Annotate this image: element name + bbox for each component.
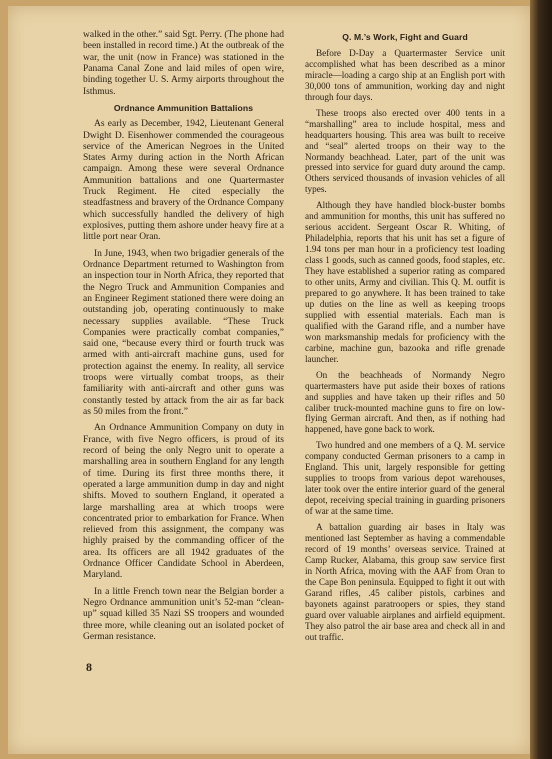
intro-paragraph: walked in the other.” said Sgt. Perry. (The phone had been installed in record time.) At the outbreak of the war, the unit (now in France) was stationed in the Panama Canal Zone and laid miles of open wire, binding together U. S. Army airports throughout the Isthmus.	[83, 30, 284, 97]
right-column	[305, 30, 505, 648]
paragraph: Although they have handled block-buster bombs and ammunition for months, this unit has suffered no serious accident. Sergeant Oscar R. Whiting, of Philadelphia, reports that his unit has set a figure of 1.94 tons per man hour in a proficiency test loading class 1 goods, such as canned goods, food staples, etc. They have established a superior rating as compared to other units, Army and civilian. This Q. M. outfit is prepared to go anywhere. It has been trained to take up duties on the line as well as keeping troops supplied with essential materials. Each man is qualified with the Garand rifle, and a number have won marksmanship medals for proficiency with the carbine, machine gun, bazooka and rifle grenade launcher.	[305, 200, 505, 364]
paragraph: An Ordnance Ammunition Company on duty in France, with five Negro officers, is proud of its record of being the only Negro unit to operate a marshalling area in southern England for any length of time. During its first three months there, it operated a large ammunition dump in day and night shifts. Moved to southern England, it operated a large marshalling area at which troops were concentrated prior to embarkation for France. When relieved from this assignment, the company was highly praised by the commanding officer of the area. Its officers are all 1942 graduates of the Ordnance Officer Candidate School in Aberdeen, Maryland.	[83, 423, 284, 581]
section-heading-ordnance: Ordnance Ammunition Battalions	[113, 102, 254, 113]
paragraph: On the beachheads of Normandy Negro quartermasters have put aside their boxes of rations and supplies and have taken up their rifles and 50 caliber truck-mounted machine guns to fire on low-flying German aircraft. And then, as if nothing had happened, have gone back to work.	[305, 369, 505, 435]
paragraph: Two hundred and one members of a Q. M. service company conducted German prisoners to a camp in England. This unit, largely responsible for getting supplies to troops from various depot warehouses, later took over the entire interior guard of the general depot, receiving special training in guarding prisoners of war at the same time.	[305, 440, 505, 517]
paragraph: Before D-Day a Quartermaster Service unit accomplished what has been described as a minor miracle—loading a cargo ship at an English port with 30,000 tons of ammunition, working day and night through four days.	[305, 47, 505, 102]
paragraph: These troops also erected over 400 tents in a “marshalling” area to include hospital, mess and headquarters housing. This area was built to receive and “seal” alerted troops on their way to the Normandy beachhead. Later, part of the unit was pressed into service for guard duty around the camp. Others serviced thousands of invasion vehicles of all types.	[305, 107, 505, 195]
section-heading-qm: Q. M.’s Work, Fight and Guard	[342, 32, 468, 42]
paragraph: In a little French town near the Belgian border a Negro Ordnance ammunition unit’s 52-man “clean-up” squad killed 35 Nazi SS troopers and wounded three more, while cleaning out an isolated pocket of German resistance.	[83, 586, 284, 642]
paragraph: A battalion guarding air bases in Italy was mentioned last September as having a commendable record of 19 months’ overseas service. Trained at Camp Rucker, Alabama, this group saw service first in North Africa, moving with the AAF from Oran to the Cape Bon peninsula. Equipped to fight it out with Garand rifles, .45 caliber pistols, carbines and bayonets against paratroopers or spies, they stand guard over valuable airplanes and airfield equipment. They also patrol the air base area and check all in and out traffic.	[305, 522, 505, 642]
left-column	[83, 30, 284, 648]
binding-edge	[530, 0, 552, 759]
paragraph: As early as December, 1942, Lieutenant General Dwight D. Eisenhower commended the courageous service of the American Negroes in the United States Army during action in the North African campaign. Among these were several Ordnance Ammunition battalions and one Quartermaster Truck Regiment. He cited especially the steadfastness and bravery of the Ordnance Company which successfully handled the delivery of high explosives, putting them ashore under heavy fire at a little port near Oran.	[83, 119, 284, 243]
paragraph: In June, 1943, when two brigadier generals of the Ordnance Department returned to Washington from an inspection tour in North Africa, they reported that the Negro Truck and Ammunition Companies and an Engineer Regiment stationed there were doing an outstanding job, operating continuously to make necessary supplies available. “These Truck Companies were practically combat companies,” said one, “because every third or fourth truck was armed with anti-aircraft machine guns, used for protection against the enemy. In reality, all service troops were virtually combat troops, as their familiarity with anti-aircraft and other guns was constantly tested by attack from the air as far back as 50 miles from the front.”	[83, 248, 284, 417]
page-number: 8	[86, 660, 92, 674]
